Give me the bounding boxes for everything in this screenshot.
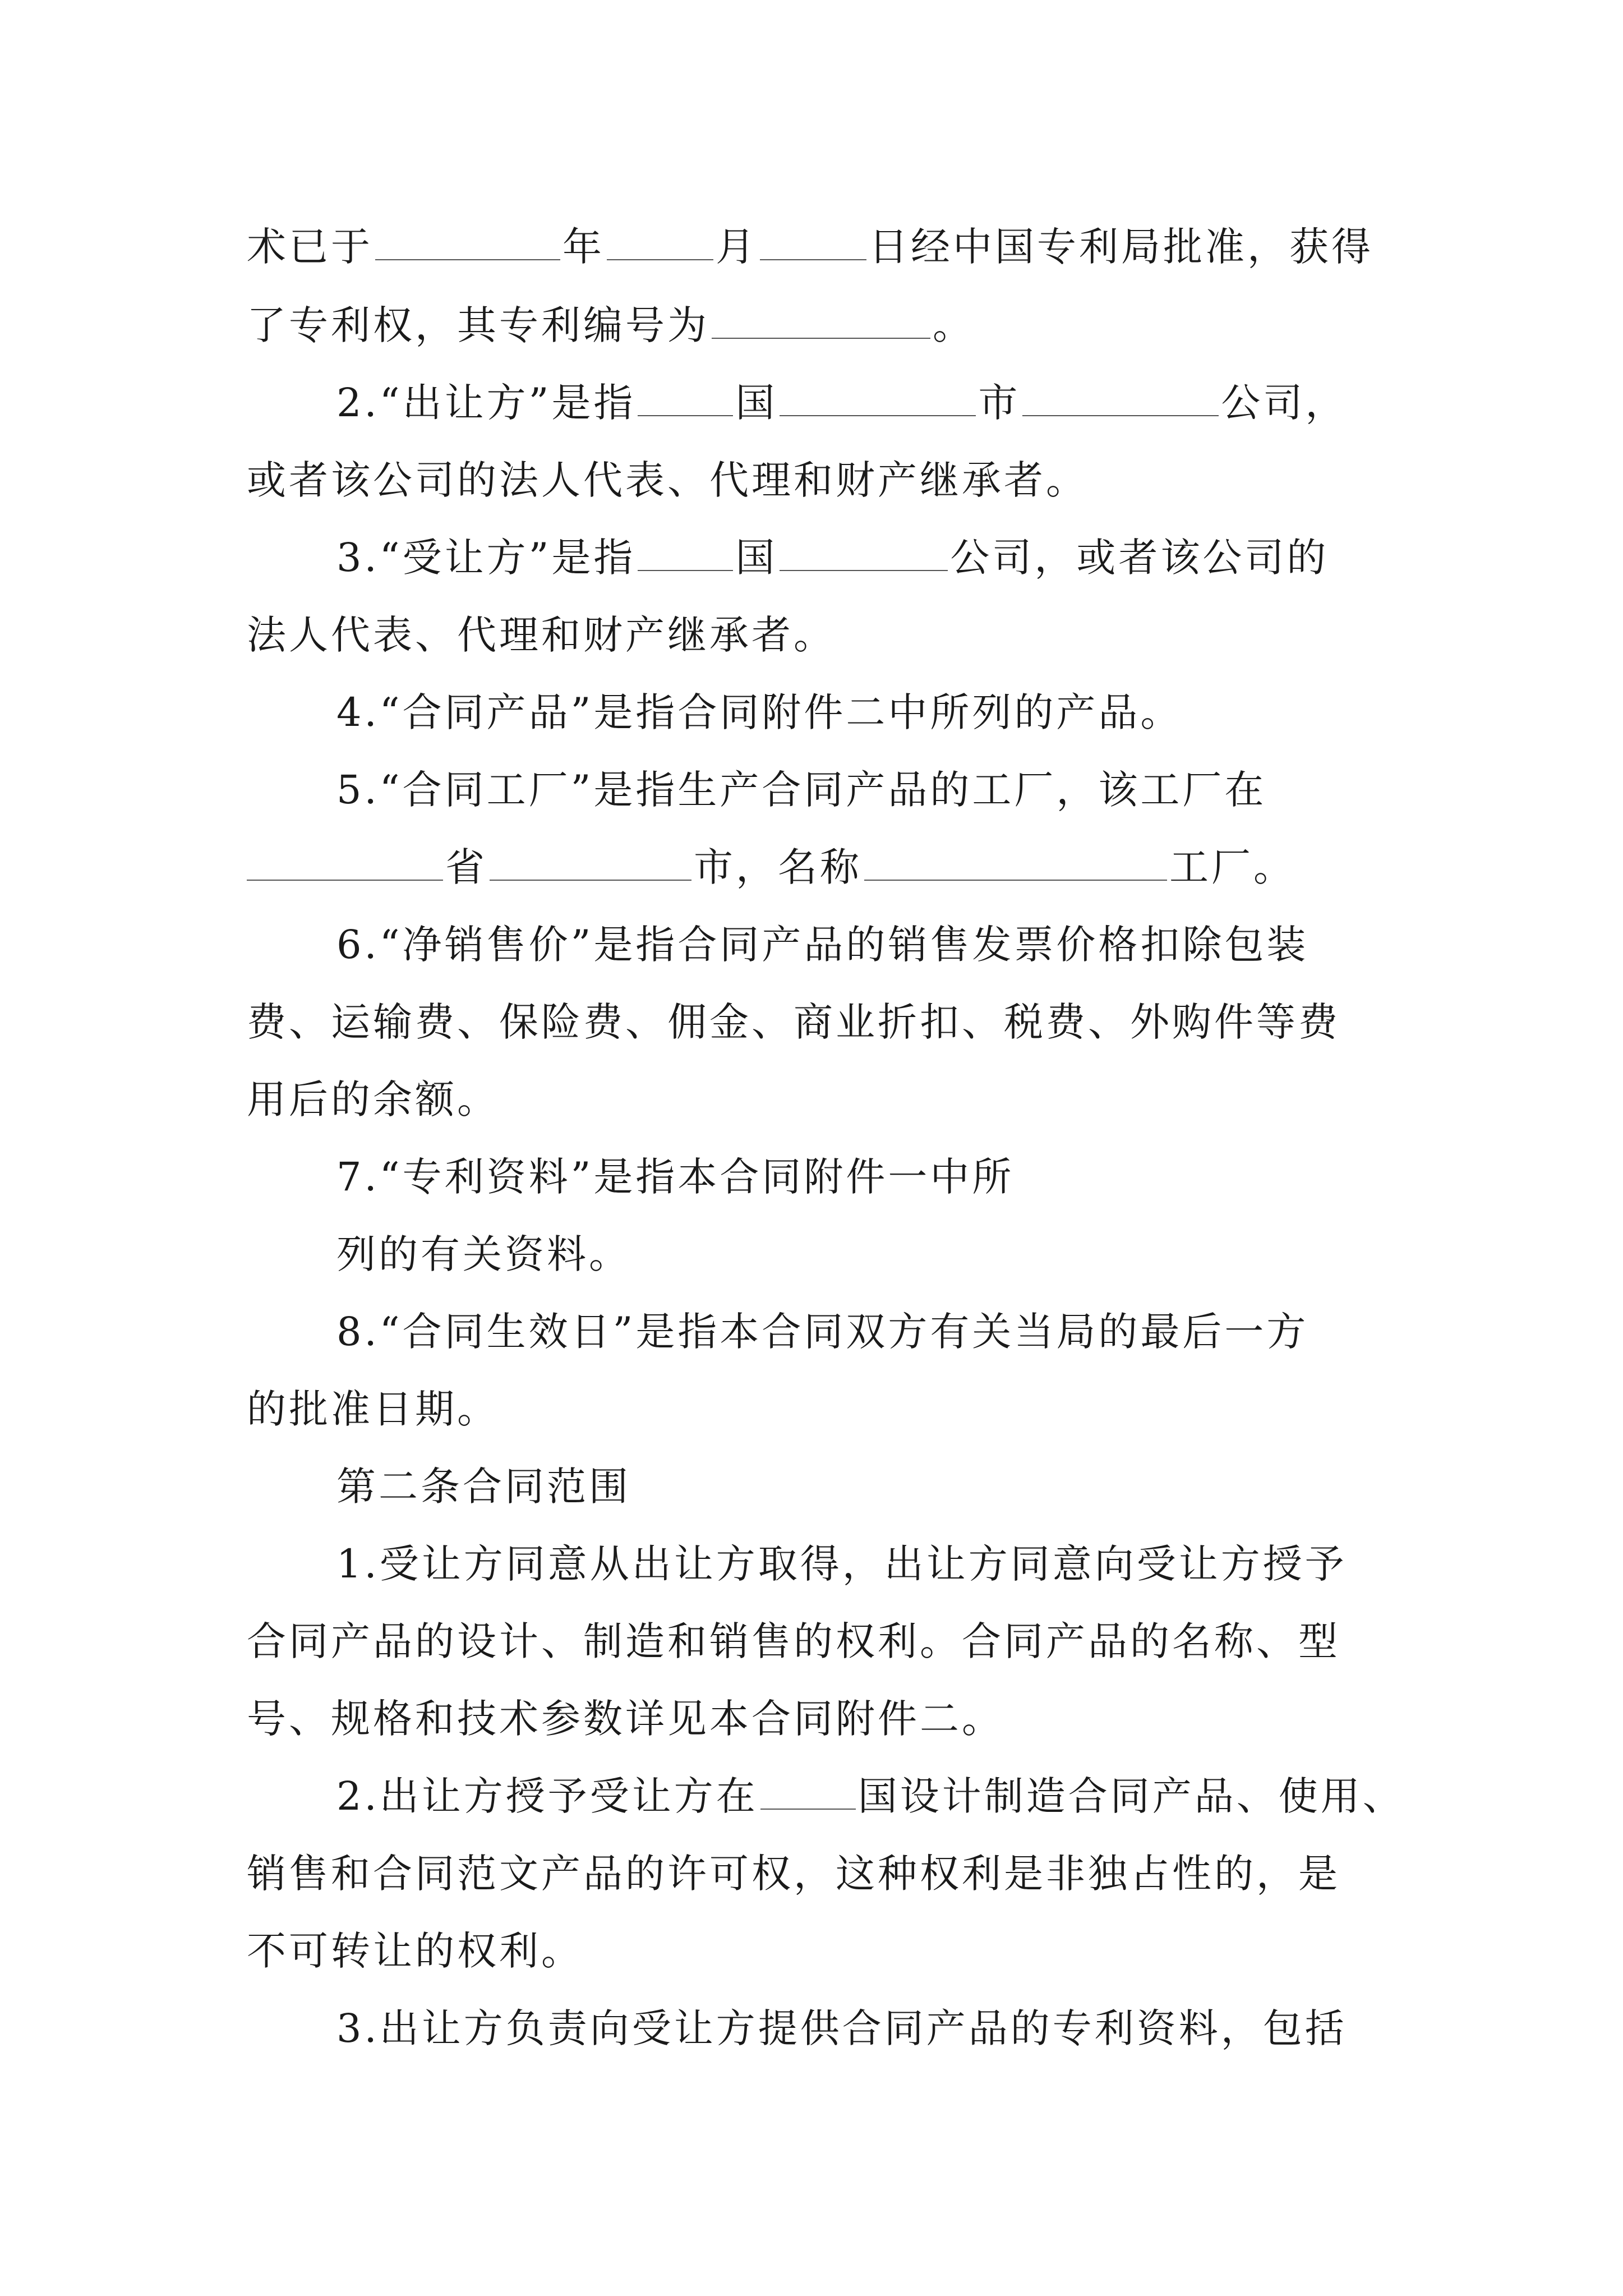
blank-field bbox=[247, 845, 443, 881]
text-line: 6.“净销售价”是指合同产品的销售发票价格扣除包装 bbox=[336, 922, 1309, 968]
blank-field bbox=[760, 224, 866, 260]
text-line: 2.“出让方”是指 国 市 公司， bbox=[336, 380, 1348, 426]
blank-field bbox=[607, 224, 713, 260]
text-line: 的批准日期。 bbox=[247, 1386, 499, 1432]
text-line: 7.“专利资料”是指本合同附件一中所 bbox=[336, 1154, 1015, 1200]
text-line: 2.出让方授予受让方在 国设计制造合同产品、使用、 bbox=[336, 1773, 1405, 1819]
text-line: 3.出让方负责向受让方提供合同产品的专利资料，包括 bbox=[336, 2005, 1347, 2051]
text-line: 4.“合同产品”是指合同附件二中所列的产品。 bbox=[336, 689, 1183, 735]
text-line: 了专利权，其专利编号为 。 bbox=[247, 302, 975, 348]
text-line: 不可转让的权利。 bbox=[247, 1928, 583, 1974]
text-line: 用后的余额。 bbox=[247, 1076, 499, 1122]
blank-field bbox=[712, 303, 930, 339]
text-line: 5.“合同工厂”是指生产合同产品的工厂，该工厂在 bbox=[336, 767, 1267, 813]
text-line: 法人代表、代理和财产继承者。 bbox=[247, 612, 836, 658]
blank-field bbox=[864, 845, 1167, 881]
text-line: 列的有关资料。 bbox=[336, 1231, 631, 1277]
blank-field bbox=[1022, 380, 1219, 416]
blank-field bbox=[760, 1774, 856, 1810]
section-heading: 第二条合同范围 bbox=[336, 1464, 631, 1510]
blank-field bbox=[780, 380, 976, 416]
text-line: 或者该公司的法人代表、代理和财产继承者。 bbox=[247, 457, 1088, 503]
text-line: 8.“合同生效日”是指本合同双方有关当局的最后一方 bbox=[336, 1309, 1309, 1355]
blank-field bbox=[638, 380, 733, 416]
text-line: 号、规格和技术参数详见本合同附件二。 bbox=[247, 1696, 1004, 1742]
blank-field bbox=[780, 535, 948, 571]
text-line: 销售和合同范文产品的许可权，这种权利是非独占性的，是 bbox=[247, 1851, 1340, 1897]
text-line: 1.受让方同意从出让方取得，出让方同意向受让方授予 bbox=[336, 1541, 1347, 1587]
text-line: 费、运输费、保险费、佣金、商业折扣、税费、外购件等费 bbox=[247, 999, 1340, 1045]
text-line: 省 市，名称 工厂。 bbox=[247, 834, 1295, 901]
text-line: 3.“受让方”是指 国 公司，或者该公司的 bbox=[336, 535, 1329, 581]
blank-field bbox=[375, 224, 560, 260]
text-line: 术已于 年 月 日经中国专利局批准，获得 bbox=[247, 224, 1373, 270]
text-line: 合同产品的设计、制造和销售的权利。合同产品的名称、型 bbox=[247, 1618, 1340, 1664]
blank-field bbox=[490, 845, 691, 881]
blank-field bbox=[638, 535, 733, 571]
